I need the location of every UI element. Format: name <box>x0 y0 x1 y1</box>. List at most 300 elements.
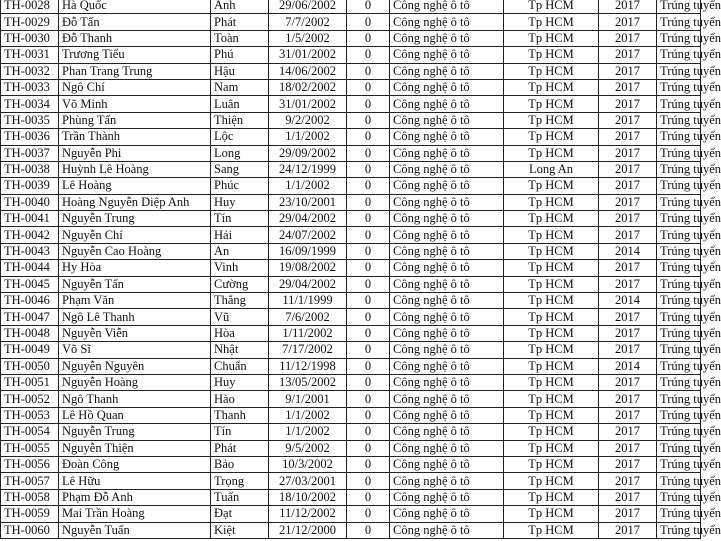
table-row <box>1 440 701 456</box>
major-cell: Công nghệ ô tô <box>390 161 504 177</box>
result-cell: Trúng tuyển <box>657 456 701 472</box>
score-cell: 0 <box>347 309 390 325</box>
year-cell: 2017 <box>599 145 657 161</box>
year-cell: 2017 <box>599 194 657 210</box>
year-cell: 2017 <box>599 178 657 194</box>
year-cell: 2014 <box>599 293 657 309</box>
birth-date-cell: 7/17/2002 <box>269 342 347 358</box>
major-cell: Công nghệ ô tô <box>390 178 504 194</box>
province-cell: Tp HCM <box>504 129 599 145</box>
year-cell: 2017 <box>599 96 657 112</box>
birth-date-cell: 13/05/2002 <box>269 374 347 390</box>
given-name-cell: Bảo <box>211 456 269 472</box>
student-id-cell: TH-0033 <box>1 79 59 95</box>
year-cell: 2017 <box>599 506 657 522</box>
province-cell: Tp HCM <box>504 112 599 128</box>
major-cell: Công nghệ ô tô <box>390 342 504 358</box>
score-cell: 0 <box>347 145 390 161</box>
student-id-cell: TH-0030 <box>1 30 59 46</box>
province-cell: Tp HCM <box>504 424 599 440</box>
result-cell: Trúng tuyển <box>657 161 701 177</box>
year-cell: 2017 <box>599 407 657 423</box>
province-cell: Tp HCM <box>504 30 599 46</box>
given-name-cell: Hải <box>211 227 269 243</box>
major-cell: Công nghệ ô tô <box>390 112 504 128</box>
table-row <box>1 456 701 472</box>
student-id-cell: TH-0045 <box>1 276 59 292</box>
student-id-cell: TH-0050 <box>1 358 59 374</box>
table-row <box>1 358 701 374</box>
given-name-cell: Đạt <box>211 506 269 522</box>
given-name-cell: Nam <box>211 79 269 95</box>
student-id-cell: TH-0043 <box>1 243 59 259</box>
result-cell: Trúng tuyển <box>657 440 701 456</box>
family-name-cell: Nguyễn Nguyên <box>59 358 211 374</box>
province-cell: Tp HCM <box>504 227 599 243</box>
given-name-cell: Tín <box>211 211 269 227</box>
birth-date-cell: 27/03/2001 <box>269 473 347 489</box>
table-row <box>1 309 701 325</box>
major-cell: Công nghệ ô tô <box>390 456 504 472</box>
birth-date-cell: 7/6/2002 <box>269 309 347 325</box>
given-name-cell: Huy <box>211 374 269 390</box>
student-id-cell: TH-0058 <box>1 489 59 505</box>
family-name-cell: Nguyễn Hoàng <box>59 374 211 390</box>
given-name-cell: Nhật <box>211 342 269 358</box>
major-cell: Công nghệ ô tô <box>390 358 504 374</box>
score-cell: 0 <box>347 14 390 30</box>
result-cell: Trúng tuyển <box>657 30 701 46</box>
table-row <box>1 391 701 407</box>
given-name-cell: Toàn <box>211 30 269 46</box>
result-cell: Trúng tuyển <box>657 0 701 14</box>
major-cell: Công nghệ ô tô <box>390 489 504 505</box>
major-cell: Công nghệ ô tô <box>390 391 504 407</box>
family-name-cell: Hà Quốc <box>59 0 211 14</box>
year-cell: 2017 <box>599 211 657 227</box>
birth-date-cell: 1/1/2002 <box>269 407 347 423</box>
major-cell: Công nghệ ô tô <box>390 30 504 46</box>
given-name-cell: Long <box>211 145 269 161</box>
birth-date-cell: 1/5/2002 <box>269 30 347 46</box>
table-row <box>1 211 701 227</box>
major-cell: Công nghệ ô tô <box>390 407 504 423</box>
score-cell: 0 <box>347 211 390 227</box>
score-cell: 0 <box>347 0 390 14</box>
table-row <box>1 293 701 309</box>
province-cell: Tp HCM <box>504 293 599 309</box>
result-cell: Trúng tuyển <box>657 47 701 63</box>
birth-date-cell: 1/1/2002 <box>269 424 347 440</box>
family-name-cell: Trương Tiểu <box>59 47 211 63</box>
table-row <box>1 161 701 177</box>
score-cell: 0 <box>347 374 390 390</box>
result-cell: Trúng tuyển <box>657 129 701 145</box>
given-name-cell: Phú <box>211 47 269 63</box>
table-row <box>1 342 701 358</box>
table-row <box>1 276 701 292</box>
result-cell: Trúng tuyển <box>657 211 701 227</box>
table-row <box>1 260 701 276</box>
province-cell: Tp HCM <box>504 506 599 522</box>
student-id-cell: TH-0060 <box>1 522 59 538</box>
major-cell: Công nghệ ô tô <box>390 63 504 79</box>
score-cell: 0 <box>347 129 390 145</box>
family-name-cell: Lê Hồ Quan <box>59 407 211 423</box>
year-cell: 2017 <box>599 63 657 79</box>
score-cell: 0 <box>347 407 390 423</box>
table-row <box>1 489 701 505</box>
province-cell: Tp HCM <box>504 79 599 95</box>
birth-date-cell: 18/10/2002 <box>269 489 347 505</box>
table-row <box>1 79 701 95</box>
table-row <box>1 325 701 341</box>
score-cell: 0 <box>347 243 390 259</box>
result-cell: Trúng tuyển <box>657 358 701 374</box>
birth-date-cell: 1/1/2002 <box>269 129 347 145</box>
province-cell: Tp HCM <box>504 407 599 423</box>
province-cell: Tp HCM <box>504 489 599 505</box>
score-cell: 0 <box>347 194 390 210</box>
result-cell: Trúng tuyển <box>657 14 701 30</box>
result-cell: Trúng tuyển <box>657 260 701 276</box>
score-cell: 0 <box>347 30 390 46</box>
province-cell: Tp HCM <box>504 178 599 194</box>
birth-date-cell: 1/1/2002 <box>269 178 347 194</box>
student-id-cell: TH-0051 <box>1 374 59 390</box>
major-cell: Công nghệ ô tô <box>390 96 504 112</box>
score-cell: 0 <box>347 227 390 243</box>
score-cell: 0 <box>347 79 390 95</box>
score-cell: 0 <box>347 96 390 112</box>
given-name-cell: Hậu <box>211 63 269 79</box>
province-cell: Tp HCM <box>504 358 599 374</box>
province-cell: Tp HCM <box>504 194 599 210</box>
table-row <box>1 112 701 128</box>
student-id-cell: TH-0041 <box>1 211 59 227</box>
year-cell: 2017 <box>599 30 657 46</box>
province-cell: Tp HCM <box>504 63 599 79</box>
family-name-cell: Trần Thành <box>59 129 211 145</box>
family-name-cell: Nguyễn Cao Hoàng <box>59 243 211 259</box>
birth-date-cell: 14/06/2002 <box>269 63 347 79</box>
given-name-cell: Lộc <box>211 129 269 145</box>
province-cell: Tp HCM <box>504 309 599 325</box>
major-cell: Công nghệ ô tô <box>390 522 504 538</box>
given-name-cell: Chuẩn <box>211 358 269 374</box>
table-row <box>1 0 701 14</box>
year-cell: 2017 <box>599 456 657 472</box>
given-name-cell: An <box>211 243 269 259</box>
birth-date-cell: 29/04/2002 <box>269 211 347 227</box>
given-name-cell: Huy <box>211 194 269 210</box>
table-row <box>1 14 701 30</box>
year-cell: 2017 <box>599 129 657 145</box>
score-cell: 0 <box>347 63 390 79</box>
province-cell: Tp HCM <box>504 342 599 358</box>
birth-date-cell: 31/01/2002 <box>269 47 347 63</box>
table-row <box>1 63 701 79</box>
year-cell: 2017 <box>599 112 657 128</box>
result-cell: Trúng tuyển <box>657 227 701 243</box>
score-cell: 0 <box>347 440 390 456</box>
score-cell: 0 <box>347 293 390 309</box>
province-cell: Tp HCM <box>504 243 599 259</box>
province-cell: Tp HCM <box>504 456 599 472</box>
major-cell: Công nghệ ô tô <box>390 47 504 63</box>
table-row <box>1 30 701 46</box>
major-cell: Công nghệ ô tô <box>390 0 504 14</box>
table-row <box>1 47 701 63</box>
result-cell: Trúng tuyển <box>657 96 701 112</box>
student-id-cell: TH-0055 <box>1 440 59 456</box>
major-cell: Công nghệ ô tô <box>390 325 504 341</box>
family-name-cell: Ngô Lê Thanh <box>59 309 211 325</box>
family-name-cell: Hoàng Nguyễn Diệp Anh <box>59 194 211 210</box>
given-name-cell: Phát <box>211 440 269 456</box>
given-name-cell: Cường <box>211 276 269 292</box>
result-cell: Trúng tuyển <box>657 194 701 210</box>
table-row <box>1 227 701 243</box>
given-name-cell: Thắng <box>211 293 269 309</box>
birth-date-cell: 23/10/2001 <box>269 194 347 210</box>
birth-date-cell: 11/1/1999 <box>269 293 347 309</box>
result-cell: Trúng tuyển <box>657 407 701 423</box>
result-cell: Trúng tuyển <box>657 522 701 538</box>
family-name-cell: Võ Sĩ <box>59 342 211 358</box>
year-cell: 2017 <box>599 325 657 341</box>
given-name-cell: Thiện <box>211 112 269 128</box>
family-name-cell: Nguyễn Trung <box>59 424 211 440</box>
student-id-cell: TH-0046 <box>1 293 59 309</box>
score-cell: 0 <box>347 506 390 522</box>
student-id-cell: TH-0034 <box>1 96 59 112</box>
major-cell: Công nghệ ô tô <box>390 276 504 292</box>
result-cell: Trúng tuyển <box>657 325 701 341</box>
family-name-cell: Nguyễn Trung <box>59 211 211 227</box>
birth-date-cell: 7/7/2002 <box>269 14 347 30</box>
province-cell: Tp HCM <box>504 47 599 63</box>
table-row <box>1 424 701 440</box>
score-cell: 0 <box>347 260 390 276</box>
province-cell: Tp HCM <box>504 473 599 489</box>
table-row <box>1 506 701 522</box>
birth-date-cell: 21/12/2000 <box>269 522 347 538</box>
student-id-cell: TH-0038 <box>1 161 59 177</box>
table-row <box>1 129 701 145</box>
major-cell: Công nghệ ô tô <box>390 440 504 456</box>
given-name-cell: Tuấn <box>211 489 269 505</box>
family-name-cell: Nguyễn Thiện <box>59 440 211 456</box>
score-cell: 0 <box>347 325 390 341</box>
major-cell: Công nghệ ô tô <box>390 227 504 243</box>
table-body <box>1 0 721 538</box>
score-cell: 0 <box>347 473 390 489</box>
family-name-cell: Mai Trần Hoàng <box>59 506 211 522</box>
year-cell: 2017 <box>599 161 657 177</box>
year-cell: 2017 <box>599 473 657 489</box>
result-cell: Trúng tuyển <box>657 391 701 407</box>
family-name-cell: Phan Trang Trung <box>59 63 211 79</box>
province-cell: Long An <box>504 161 599 177</box>
family-name-cell: Đỗ Tấn <box>59 14 211 30</box>
year-cell: 2017 <box>599 260 657 276</box>
family-name-cell: Phạm Văn <box>59 293 211 309</box>
major-cell: Công nghệ ô tô <box>390 129 504 145</box>
result-cell: Trúng tuyển <box>657 342 701 358</box>
family-name-cell: Huỳnh Lê Hoàng <box>59 161 211 177</box>
province-cell: Tp HCM <box>504 391 599 407</box>
result-cell: Trúng tuyển <box>657 243 701 259</box>
birth-date-cell: 9/2/2002 <box>269 112 347 128</box>
score-cell: 0 <box>347 358 390 374</box>
table-row <box>1 194 701 210</box>
score-cell: 0 <box>347 178 390 194</box>
family-name-cell: Phùng Tấn <box>59 112 211 128</box>
given-name-cell: Trọng <box>211 473 269 489</box>
result-cell: Trúng tuyển <box>657 374 701 390</box>
year-cell: 2017 <box>599 374 657 390</box>
province-cell: Tp HCM <box>504 325 599 341</box>
birth-date-cell: 29/09/2002 <box>269 145 347 161</box>
family-name-cell: Nguyễn Chí <box>59 227 211 243</box>
year-cell: 2014 <box>599 243 657 259</box>
student-id-cell: TH-0047 <box>1 309 59 325</box>
given-name-cell: Phát <box>211 14 269 30</box>
major-cell: Công nghệ ô tô <box>390 374 504 390</box>
score-cell: 0 <box>347 391 390 407</box>
student-id-cell: TH-0054 <box>1 424 59 440</box>
result-cell: Trúng tuyển <box>657 63 701 79</box>
result-cell: Trúng tuyển <box>657 178 701 194</box>
student-id-cell: TH-0059 <box>1 506 59 522</box>
student-id-cell: TH-0048 <box>1 325 59 341</box>
major-cell: Công nghệ ô tô <box>390 293 504 309</box>
birth-date-cell: 24/07/2002 <box>269 227 347 243</box>
birth-date-cell: 16/09/1999 <box>269 243 347 259</box>
province-cell: Tp HCM <box>504 211 599 227</box>
result-cell: Trúng tuyển <box>657 473 701 489</box>
result-cell: Trúng tuyển <box>657 506 701 522</box>
student-id-cell: TH-0036 <box>1 129 59 145</box>
result-cell: Trúng tuyển <box>657 145 701 161</box>
result-cell: Trúng tuyển <box>657 309 701 325</box>
family-name-cell: Ngô Thanh <box>59 391 211 407</box>
province-cell: Tp HCM <box>504 374 599 390</box>
province-cell: Tp HCM <box>504 260 599 276</box>
given-name-cell: Hào <box>211 391 269 407</box>
major-cell: Công nghệ ô tô <box>390 506 504 522</box>
table-row <box>1 473 701 489</box>
year-cell: 2017 <box>599 489 657 505</box>
table-row <box>1 522 701 538</box>
year-cell: 2017 <box>599 0 657 14</box>
student-id-cell: TH-0032 <box>1 63 59 79</box>
table-row <box>1 145 701 161</box>
given-name-cell: Hòa <box>211 325 269 341</box>
family-name-cell: Nguyễn Tấn <box>59 276 211 292</box>
year-cell: 2017 <box>599 440 657 456</box>
result-cell: Trúng tuyển <box>657 424 701 440</box>
year-cell: 2014 <box>599 358 657 374</box>
major-cell: Công nghệ ô tô <box>390 309 504 325</box>
province-cell: Tp HCM <box>504 0 599 14</box>
given-name-cell: Kiệt <box>211 522 269 538</box>
major-cell: Công nghệ ô tô <box>390 243 504 259</box>
table-row <box>1 407 701 423</box>
year-cell: 2017 <box>599 424 657 440</box>
province-cell: Tp HCM <box>504 276 599 292</box>
birth-date-cell: 24/12/1999 <box>269 161 347 177</box>
family-name-cell: Lê Hữu <box>59 473 211 489</box>
major-cell: Công nghệ ô tô <box>390 14 504 30</box>
major-cell: Công nghệ ô tô <box>390 79 504 95</box>
family-name-cell: Ngô Chí <box>59 79 211 95</box>
given-name-cell: Phúc <box>211 178 269 194</box>
table-row <box>1 96 701 112</box>
major-cell: Công nghệ ô tô <box>390 145 504 161</box>
year-cell: 2017 <box>599 522 657 538</box>
birth-date-cell: 18/02/2002 <box>269 79 347 95</box>
score-cell: 0 <box>347 161 390 177</box>
birth-date-cell: 9/1/2001 <box>269 391 347 407</box>
given-name-cell: Sang <box>211 161 269 177</box>
year-cell: 2017 <box>599 79 657 95</box>
year-cell: 2017 <box>599 47 657 63</box>
student-id-cell: TH-0042 <box>1 227 59 243</box>
family-name-cell: Hy Hòa <box>59 260 211 276</box>
student-id-cell: TH-0040 <box>1 194 59 210</box>
birth-date-cell: 1/11/2002 <box>269 325 347 341</box>
birth-date-cell: 19/08/2002 <box>269 260 347 276</box>
year-cell: 2017 <box>599 309 657 325</box>
given-name-cell: Tín <box>211 424 269 440</box>
family-name-cell: Đỗ Thanh <box>59 30 211 46</box>
score-cell: 0 <box>347 112 390 128</box>
year-cell: 2017 <box>599 391 657 407</box>
major-cell: Công nghệ ô tô <box>390 424 504 440</box>
family-name-cell: Phạm Đỗ Anh <box>59 489 211 505</box>
score-cell: 0 <box>347 424 390 440</box>
student-id-cell: TH-0049 <box>1 342 59 358</box>
family-name-cell: Võ Minh <box>59 96 211 112</box>
family-name-cell: Nguyễn Phi <box>59 145 211 161</box>
major-cell: Công nghệ ô tô <box>390 260 504 276</box>
year-cell: 2017 <box>599 342 657 358</box>
birth-date-cell: 31/01/2002 <box>269 96 347 112</box>
given-name-cell: Luân <box>211 96 269 112</box>
score-cell: 0 <box>347 342 390 358</box>
score-cell: 0 <box>347 456 390 472</box>
given-name-cell: Anh <box>211 0 269 14</box>
major-cell: Công nghệ ô tô <box>390 211 504 227</box>
student-id-cell: TH-0035 <box>1 112 59 128</box>
result-cell: Trúng tuyển <box>657 293 701 309</box>
province-cell: Tp HCM <box>504 145 599 161</box>
birth-date-cell: 11/12/2002 <box>269 506 347 522</box>
birth-date-cell: 11/12/1998 <box>269 358 347 374</box>
student-id-cell: TH-0031 <box>1 47 59 63</box>
province-cell: Tp HCM <box>504 522 599 538</box>
year-cell: 2017 <box>599 276 657 292</box>
student-id-cell: TH-0057 <box>1 473 59 489</box>
student-id-cell: TH-0028 <box>1 0 59 14</box>
student-id-cell: TH-0052 <box>1 391 59 407</box>
score-cell: 0 <box>347 47 390 63</box>
given-name-cell: Vũ <box>211 309 269 325</box>
result-cell: Trúng tuyển <box>657 489 701 505</box>
score-cell: 0 <box>347 489 390 505</box>
